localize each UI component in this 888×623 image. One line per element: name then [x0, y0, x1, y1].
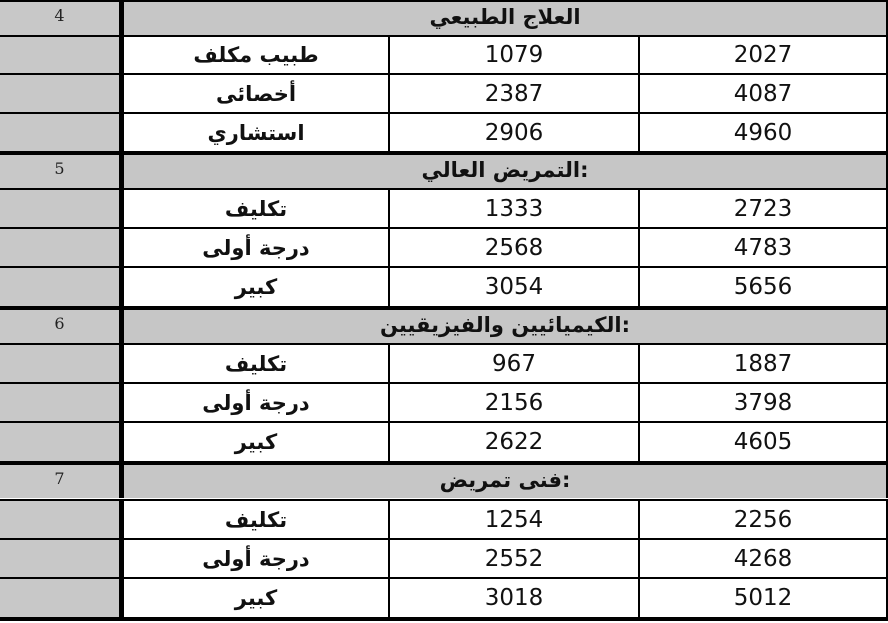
value-cell-1: 3054	[390, 268, 638, 306]
section-title: :فنى تمريض	[439, 468, 571, 492]
index-cell	[0, 501, 119, 538]
grade-label: تكليف	[124, 345, 388, 382]
section-title-cell	[124, 310, 886, 343]
table-row	[0, 229, 888, 266]
table-row	[0, 540, 888, 577]
value-cell-2: 1887	[640, 345, 886, 382]
value-cell-2: 4960	[640, 114, 886, 151]
table-row	[0, 579, 888, 617]
value-cell-1: 1333	[390, 190, 638, 227]
section-divider	[0, 617, 888, 621]
value-cell-1: 2156	[390, 384, 638, 421]
grade-label: أخصائى	[124, 75, 388, 112]
table-row	[0, 268, 888, 306]
grade-label: تكليف	[124, 501, 388, 538]
index-cell	[0, 37, 119, 73]
section-title: العلاج الطبيعي	[429, 5, 581, 29]
table-section	[0, 155, 888, 310]
section-index: 6	[54, 314, 65, 333]
table-row	[0, 501, 888, 538]
value-cell-1: 1254	[390, 501, 638, 538]
grade-label: درجة أولى	[124, 229, 388, 266]
section-title: :التمريض العالي	[421, 158, 589, 182]
section-header-row	[0, 2, 888, 35]
grade-label: كبير	[124, 268, 388, 306]
index-cell	[0, 229, 119, 266]
index-cell	[0, 345, 119, 382]
grade-label: درجة أولى	[124, 540, 388, 577]
value-cell-2: 2723	[640, 190, 886, 227]
value-cell-1: 2906	[390, 114, 638, 151]
section-index: 7	[54, 469, 65, 488]
grade-label: استشاري	[124, 114, 388, 151]
section-header-row	[0, 310, 888, 343]
value-cell-1: 1079	[390, 37, 638, 73]
section-index-cell	[0, 465, 119, 498]
table-section	[0, 310, 888, 465]
grade-label: كبير	[124, 423, 388, 461]
table-row	[0, 190, 888, 227]
value-cell-2: 4087	[640, 75, 886, 112]
index-cell	[0, 579, 119, 617]
value-cell-2: 4783	[640, 229, 886, 266]
index-cell	[0, 75, 119, 112]
section-title-cell	[124, 2, 886, 35]
value-cell-2: 4268	[640, 540, 886, 577]
table-row	[0, 37, 888, 73]
value-cell-2: 2027	[640, 37, 886, 73]
value-cell-1: 3018	[390, 579, 638, 617]
value-cell-2: 2256	[640, 501, 886, 538]
section-index-cell	[0, 155, 119, 188]
table-row	[0, 75, 888, 112]
section-header-row	[0, 465, 888, 498]
section-index-cell	[0, 2, 119, 35]
table-section	[0, 465, 888, 623]
table-row	[0, 114, 888, 151]
grade-label: درجة أولى	[124, 384, 388, 421]
index-cell	[0, 384, 119, 421]
table-row	[0, 384, 888, 421]
value-cell-1: 967	[390, 345, 638, 382]
section-title: :الكيميائيين والفيزيقيين	[380, 313, 630, 337]
section-index: 4	[54, 6, 65, 25]
value-cell-2: 4605	[640, 423, 886, 461]
index-cell	[0, 114, 119, 151]
index-cell	[0, 423, 119, 461]
table-row	[0, 423, 888, 461]
value-cell-2: 3798	[640, 384, 886, 421]
value-cell-1: 2568	[390, 229, 638, 266]
value-cell-2: 5012	[640, 579, 886, 617]
value-cell-1: 2622	[390, 423, 638, 461]
section-header-row	[0, 155, 888, 188]
section-index: 5	[54, 159, 65, 178]
grade-label: تكليف	[124, 190, 388, 227]
value-cell-1: 2387	[390, 75, 638, 112]
section-title-cell	[124, 465, 886, 498]
index-cell	[0, 268, 119, 306]
value-cell-2: 5656	[640, 268, 886, 306]
value-cell-1: 2552	[390, 540, 638, 577]
section-index-cell	[0, 310, 119, 343]
table-row	[0, 345, 888, 382]
section-title-cell	[124, 155, 886, 188]
index-cell	[0, 190, 119, 227]
grade-label: طبيب مكلف	[124, 37, 388, 73]
grade-label: كبير	[124, 579, 388, 617]
index-cell	[0, 540, 119, 577]
table-section	[0, 0, 888, 155]
